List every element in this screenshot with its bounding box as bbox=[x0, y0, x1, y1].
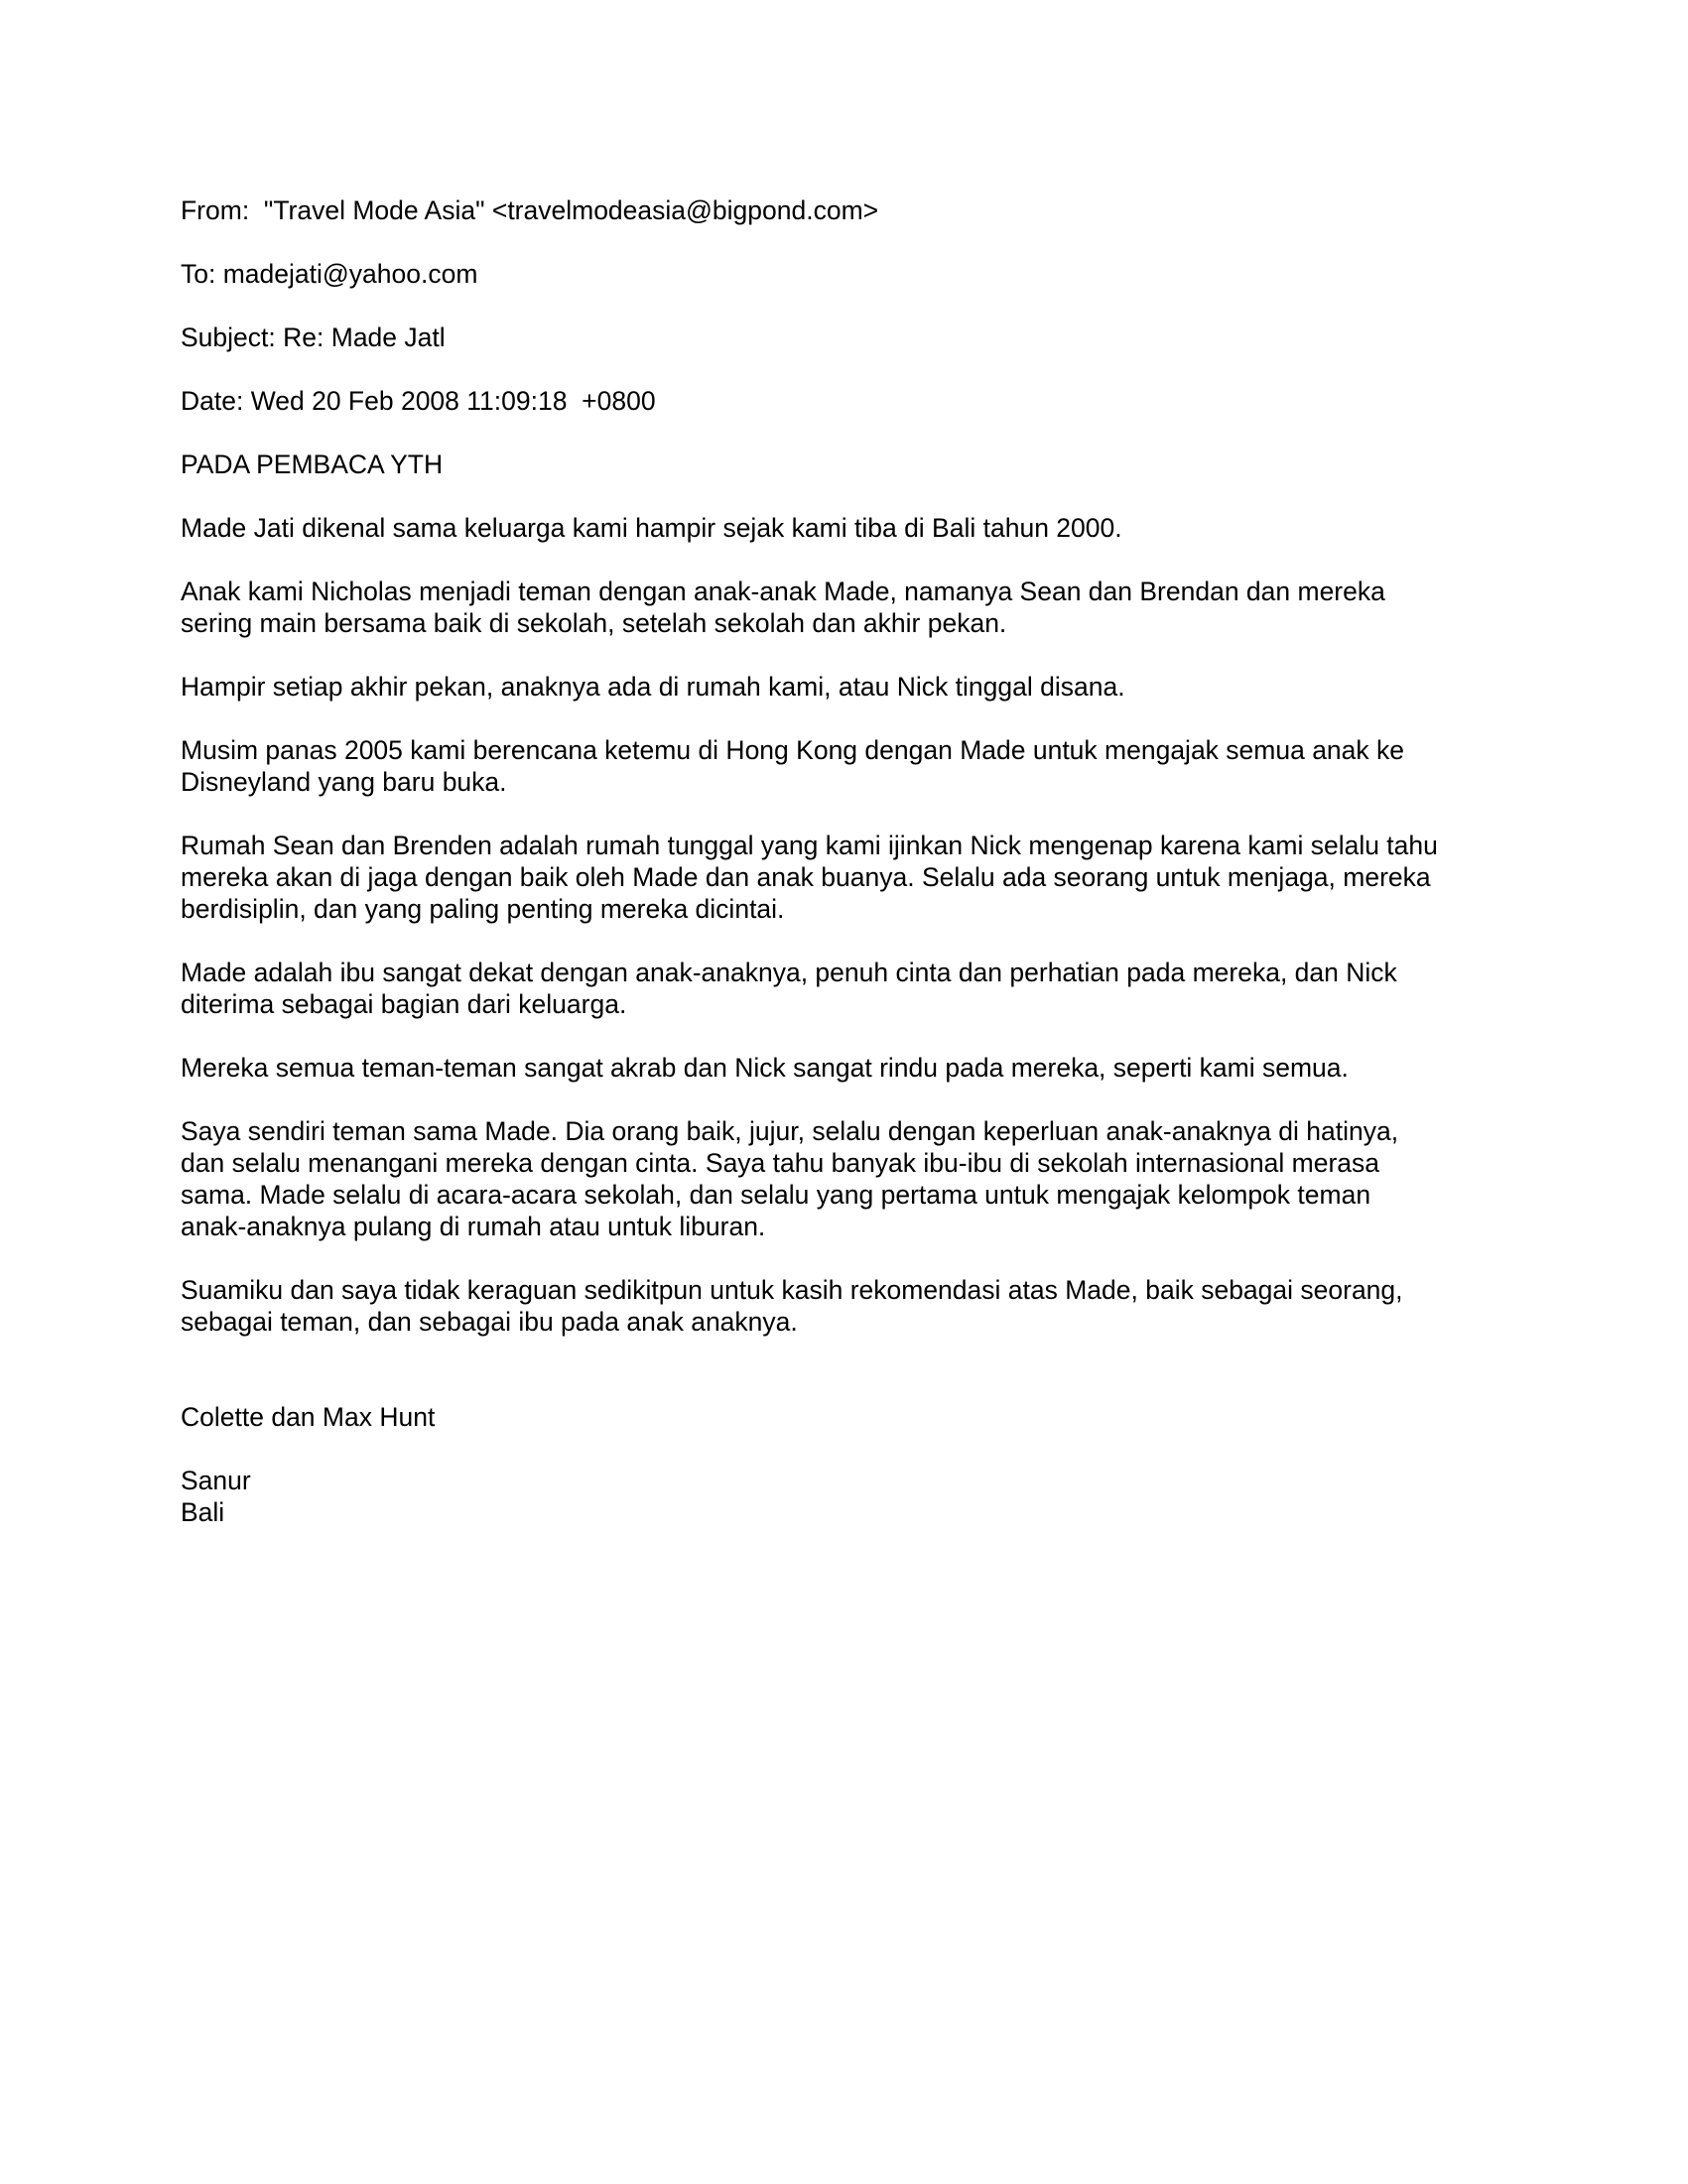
signature-gap bbox=[181, 1369, 1510, 1401]
date-line bbox=[181, 385, 1510, 417]
greeting: PADA PEMBACA YTH bbox=[181, 450, 444, 479]
signature-place-line-1: Sanur bbox=[181, 1466, 251, 1495]
email-letter bbox=[181, 194, 1510, 1528]
paragraph-5: Rumah Sean dan Brenden adalah rumah tunggal yang kami ijinkan Nick mengenap karena kami selalu tahu mereka akan di jaga dengan baik oleh Made dan anak buanya. Selalu ada seorang untuk menjaga, mereka berdisiplin, dan yang paling penting mereka dicintai. bbox=[181, 831, 1438, 924]
paragraph-2: Anak kami Nicholas menjadi teman dengan anak-anak Made, namanya Sean dan Brendan dan mereka sering main bersama baik di sekolah, setelah sekolah dan akhir pekan. bbox=[181, 577, 1385, 638]
paragraph-9: Suamiku dan saya tidak keraguan sedikitpun untuk kasih rekomendasi atas Made, baik sebagai seorang, sebagai teman, dan sebagai ibu pada anak anaknya. bbox=[181, 1275, 1403, 1337]
paragraph-1: Made Jati dikenal sama keluarga kami hampir sejak kami tiba di Bali tahun 2000. bbox=[181, 513, 1122, 543]
paragraph-8: Saya sendiri teman sama Made. Dia orang baik, jujur, selalu dengan keperluan anak-anaknya di hatinya, dan selalu menangani mereka dengan cinta. Saya tahu banyak ibu-ibu di sekolah internasional merasa sama. Made selalu di acara-acara sekolah, dan selalu yang pertama untuk mengajak kelompok teman anak-anaknya pulang di rumah atau untuk liburan. bbox=[181, 1116, 1399, 1241]
signature-names: Colette dan Max Hunt bbox=[181, 1402, 436, 1432]
subject-label: Subject: bbox=[181, 322, 276, 352]
paragraph-3: Hampir setiap akhir pekan, anaknya ada di rumah kami, atau Nick tinggal disana. bbox=[181, 672, 1125, 702]
from-value: "Travel Mode Asia" <travelmodeasia@bigpond.com> bbox=[263, 195, 879, 225]
from-line bbox=[181, 194, 1510, 226]
paragraph-4: Musim panas 2005 kami berencana ketemu di Hong Kong dengan Made untuk mengajak semua anak ke Disneyland yang baru buka. bbox=[181, 735, 1405, 797]
to-value: madejati@yahoo.com bbox=[222, 259, 478, 289]
signature-place-line-2: Bali bbox=[181, 1497, 225, 1527]
to-label: To: bbox=[181, 259, 216, 289]
from-label: From: bbox=[181, 195, 250, 225]
subject-line bbox=[181, 321, 1510, 353]
signature-place bbox=[181, 1465, 1510, 1528]
subject-value: Re: Made Jatl bbox=[283, 322, 446, 352]
paragraph-6: Made adalah ibu sangat dekat dengan anak-anaknya, penuh cinta dan perhatian pada mereka, dan Nick diterima sebagai bagian dari keluarga. bbox=[181, 958, 1397, 1019]
date-value: Wed 20 Feb 2008 11:09:18 +0800 bbox=[250, 386, 656, 416]
paragraph-7: Mereka semua teman-teman sangat akrab dan Nick sangat rindu pada mereka, seperti kami semua. bbox=[181, 1053, 1349, 1083]
to-line bbox=[181, 258, 1510, 290]
date-label: Date: bbox=[181, 386, 244, 416]
